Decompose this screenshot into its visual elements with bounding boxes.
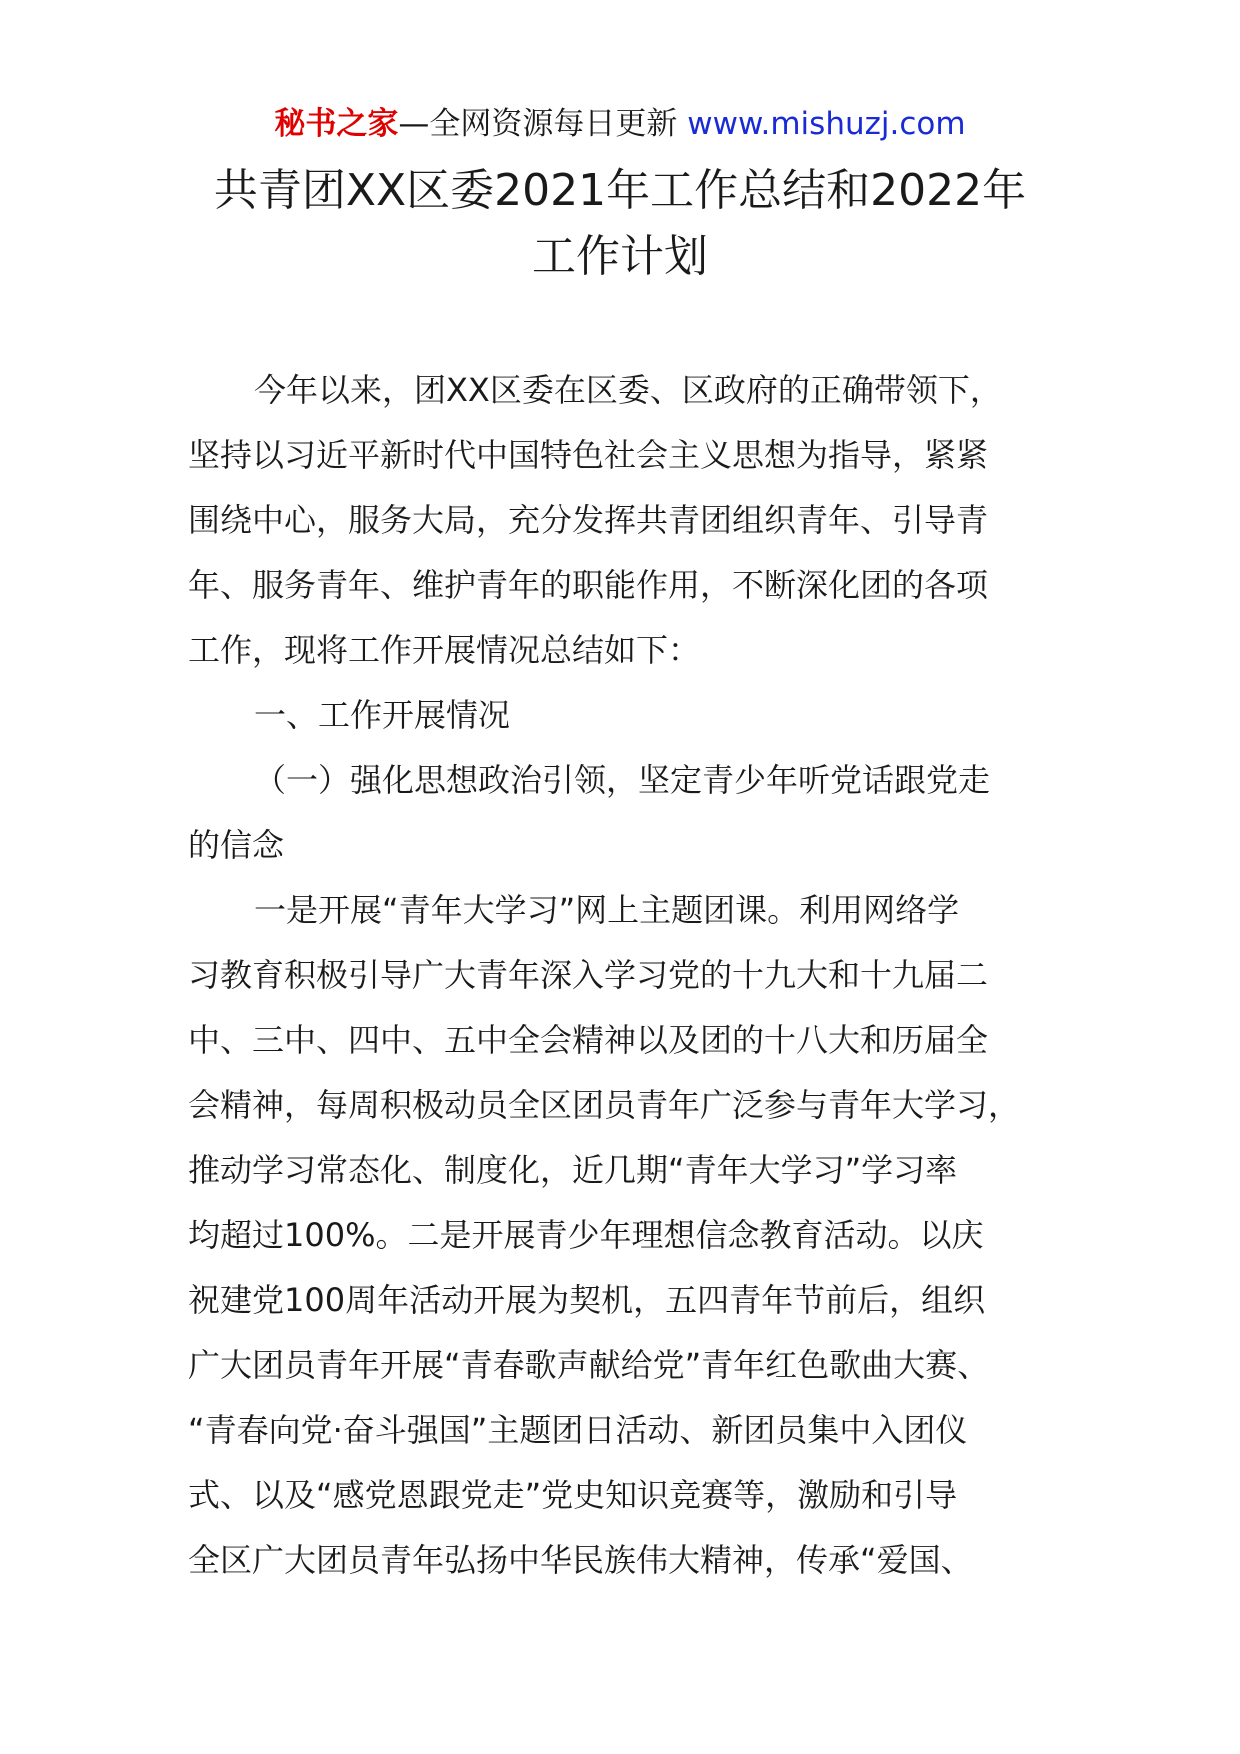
body-line: 的信念: [188, 826, 285, 864]
site-url-link[interactable]: www.mishuzj.com: [687, 106, 966, 142]
document-title-line-2: 工作计划: [532, 231, 708, 282]
body-line: 式、以及“感党恩跟党走”党史知识竞赛等，激励和引导: [188, 1476, 958, 1514]
body-line: 祝建党100周年活动开展为契机，五四青年节前后，组织: [188, 1281, 986, 1319]
body-line: 一、工作开展情况: [254, 696, 511, 734]
body-line: 围绕中心，服务大局，充分发挥共青团组织青年、引导青: [188, 501, 989, 539]
document-title: [120, 158, 1120, 290]
body-line: 坚持以习近平新时代中国特色社会主义思想为指导，紧紧: [188, 436, 989, 474]
body-line: 工作，现将工作开展情况总结如下：: [188, 631, 701, 669]
body-line: 广大团员青年开展“青春歌声献给党”青年红色歌曲大赛、: [188, 1346, 990, 1384]
body-line: （一）强化思想政治引领，坚定青少年听党话跟党走: [254, 761, 991, 799]
site-header: [0, 102, 1240, 146]
body-line: 会精神，每周积极动员全区团员青年广泛参与青年大学习，: [188, 1086, 1021, 1124]
body-line: 全区广大团员青年弘扬中华民族伟大精神，传承“爱国、: [188, 1541, 973, 1579]
site-brand: 秘书之家: [274, 106, 399, 142]
body-line: 今年以来，团XX区委在区委、区政府的正确带领下，: [254, 371, 1002, 409]
body-line: 习教育积极引导广大青年深入学习党的十九大和十九届二: [188, 956, 989, 994]
body-line: 中、三中、四中、五中全会精神以及团的十八大和历届全: [188, 1021, 989, 1059]
body-line: 均超过100%。二是开展青少年理想信念教育活动。以庆: [188, 1216, 984, 1254]
body-line: 一是开展“青年大学习”网上主题团课。利用网络学: [254, 891, 960, 929]
document-body: [188, 358, 1058, 1593]
site-tagline: —全网资源每日更新: [398, 106, 678, 142]
body-line: 年、服务青年、维护青年的职能作用，不断深化团的各项: [188, 566, 989, 604]
body-line: 推动学习常态化、制度化，近几期“青年大学习”学习率: [188, 1151, 958, 1189]
body-line: “青春向党·奋斗强国”主题团日活动、新团员集中入团仪: [188, 1411, 968, 1449]
document-title-line-1: 共青团XX区委2021年工作总结和2022年: [213, 165, 1027, 216]
